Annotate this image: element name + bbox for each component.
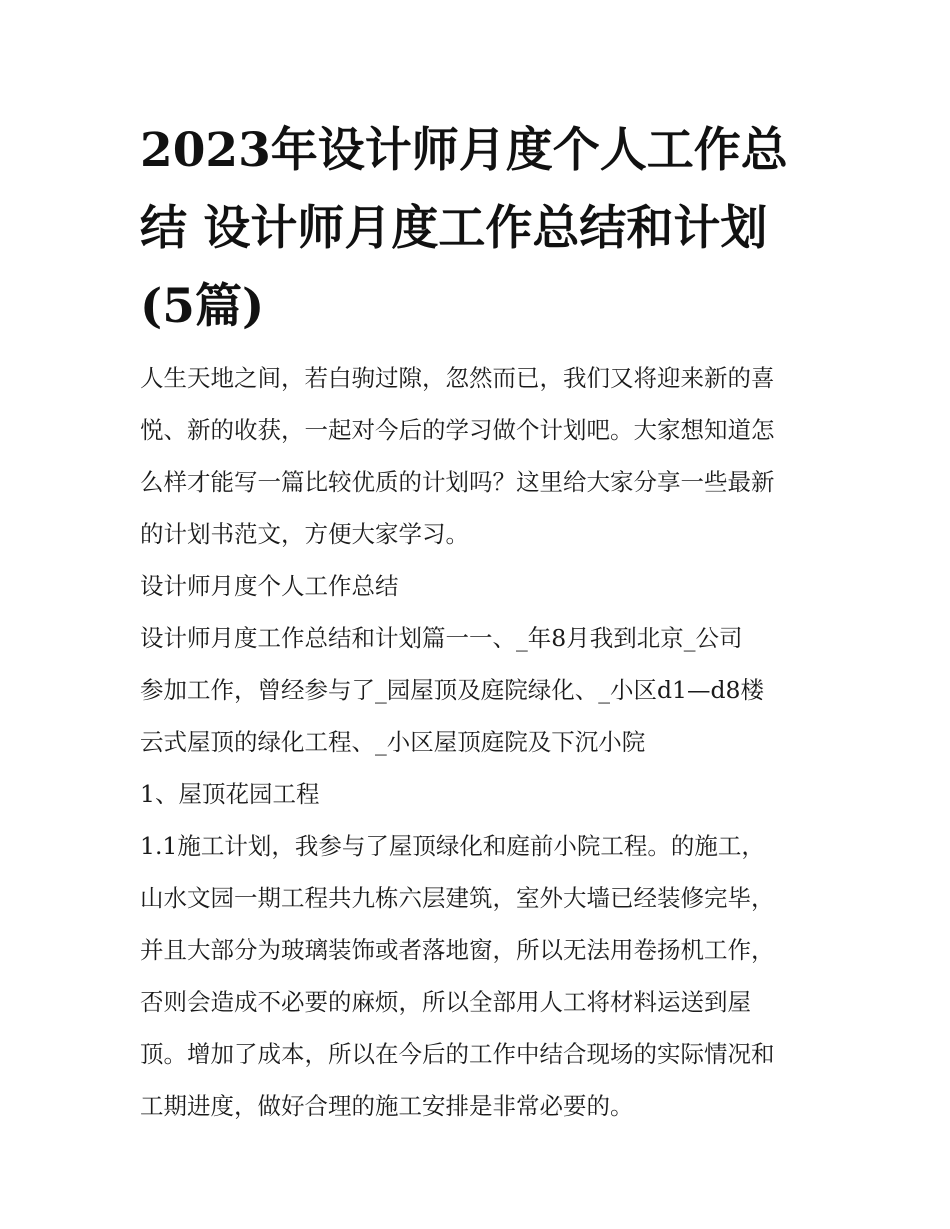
text-line: 设计师月度工作总结和计划篇一一、_年8月我到北京_公司	[140, 624, 743, 652]
text-line: 1.1施工计划，我参与了屋顶绿化和庭前小院工程。的施工，	[140, 832, 765, 860]
text-line: 顶。增加了成本，所以在今后的工作中结合现场的实际情况和	[140, 1040, 775, 1068]
text-line: 人生天地之间，若白驹过隙，忽然而已，我们又将迎来新的喜	[140, 364, 775, 392]
subsection-heading	[140, 768, 812, 820]
title-line: (5篇)	[140, 279, 265, 334]
text-line: 的计划书范文，方便大家学习。	[140, 520, 469, 548]
intro-paragraph	[140, 352, 812, 560]
text-line: 云式屋顶的绿化工程、_小区屋顶庭院及下沉小院	[140, 728, 646, 756]
body-paragraph	[140, 820, 812, 1132]
body-paragraph	[140, 612, 812, 768]
document-title	[140, 112, 812, 346]
title-line: 结 设计师月度工作总结和计划	[140, 201, 768, 256]
text-line: 设计师月度个人工作总结	[140, 572, 399, 600]
text-line: 山水文园一期工程共九栋六层建筑，室外大墙已经装修完毕，	[140, 884, 775, 912]
text-line: 工期进度，做好合理的施工安排是非常必要的。	[140, 1092, 634, 1120]
document-page	[140, 112, 812, 1132]
document-body	[140, 352, 812, 1132]
text-line: 参加工作，曾经参与了_园屋顶及庭院绿化、_小区d1—d8楼	[140, 676, 764, 704]
title-line: 2023年设计师月度个人工作总	[140, 123, 788, 178]
text-line: 么样才能写一篇比较优质的计划吗？这里给大家分享一些最新	[140, 468, 775, 496]
section-heading	[140, 560, 812, 612]
text-line: 1、屋顶花园工程	[140, 780, 320, 808]
text-line: 并且大部分为玻璃装饰或者落地窗，所以无法用卷扬机工作，	[140, 936, 775, 964]
text-line: 否则会造成不必要的麻烦，所以全部用人工将材料运送到屋	[140, 988, 751, 1016]
text-line: 悦、新的收获，一起对今后的学习做个计划吧。大家想知道怎	[140, 416, 775, 444]
